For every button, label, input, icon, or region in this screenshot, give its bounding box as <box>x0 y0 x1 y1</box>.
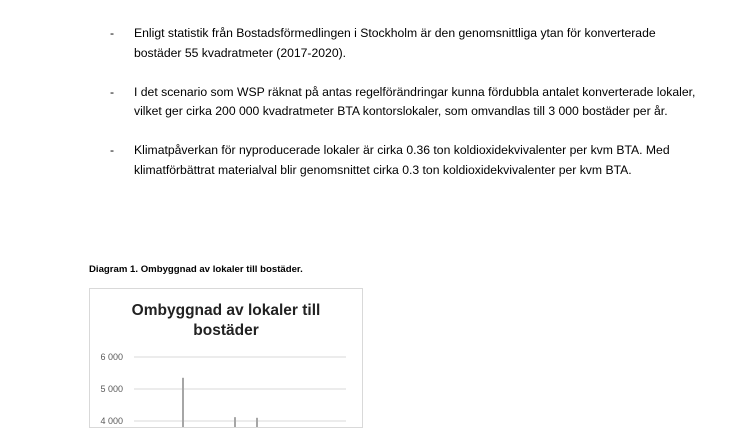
bullet-text: I det scenario som WSP räknat på antas regelförändringar kunna fördubbla antalet konverterade lokaler, vilket ger cirka 200 000 kvadratmeter BTA kontorslokaler, som omvandlas till 3 000 bostäder per år. <box>134 84 696 118</box>
y-tick-label: 5 000 <box>100 384 123 394</box>
bullet-item <box>110 24 700 63</box>
bullet-item <box>110 141 700 180</box>
chart-title-line-2: bostäder <box>193 322 259 339</box>
chart-title-line-1: Ombyggnad av lokaler till <box>131 302 321 319</box>
y-tick-label: 6 000 <box>100 352 123 362</box>
bullet-text: Klimatpåverkan för nyproducerade lokaler är cirka 0.36 ton koldioxidekvivalenter per kvm BTA. Med klimatförbättrat materialval blir genomsnittet cirka 0.3 ton koldioxidekvivalenter per kvm BTA. <box>134 143 670 177</box>
bullet-item <box>110 83 700 122</box>
bullet-text: Enligt statistik från Bostadsförmedlingen i Stockholm är den genomsnittliga ytan för konverterade bostäder 55 kvadratmeter (2017-2020). <box>134 26 656 60</box>
bullet-list <box>110 24 700 200</box>
chart-plot <box>90 289 362 427</box>
bullet-dash: - <box>110 84 115 99</box>
bar-bar-3 <box>256 418 258 427</box>
bullet-dash: - <box>110 143 115 157</box>
bullet-dash: - <box>110 26 115 40</box>
diagram-caption: Diagram 1. Ombyggnad av lokaler till bostäder. <box>89 264 303 275</box>
bar-bar-2 <box>234 417 236 427</box>
chart-frame <box>89 288 363 428</box>
y-tick-label: 4 000 <box>100 416 123 426</box>
bar-bar-1 <box>182 378 184 427</box>
